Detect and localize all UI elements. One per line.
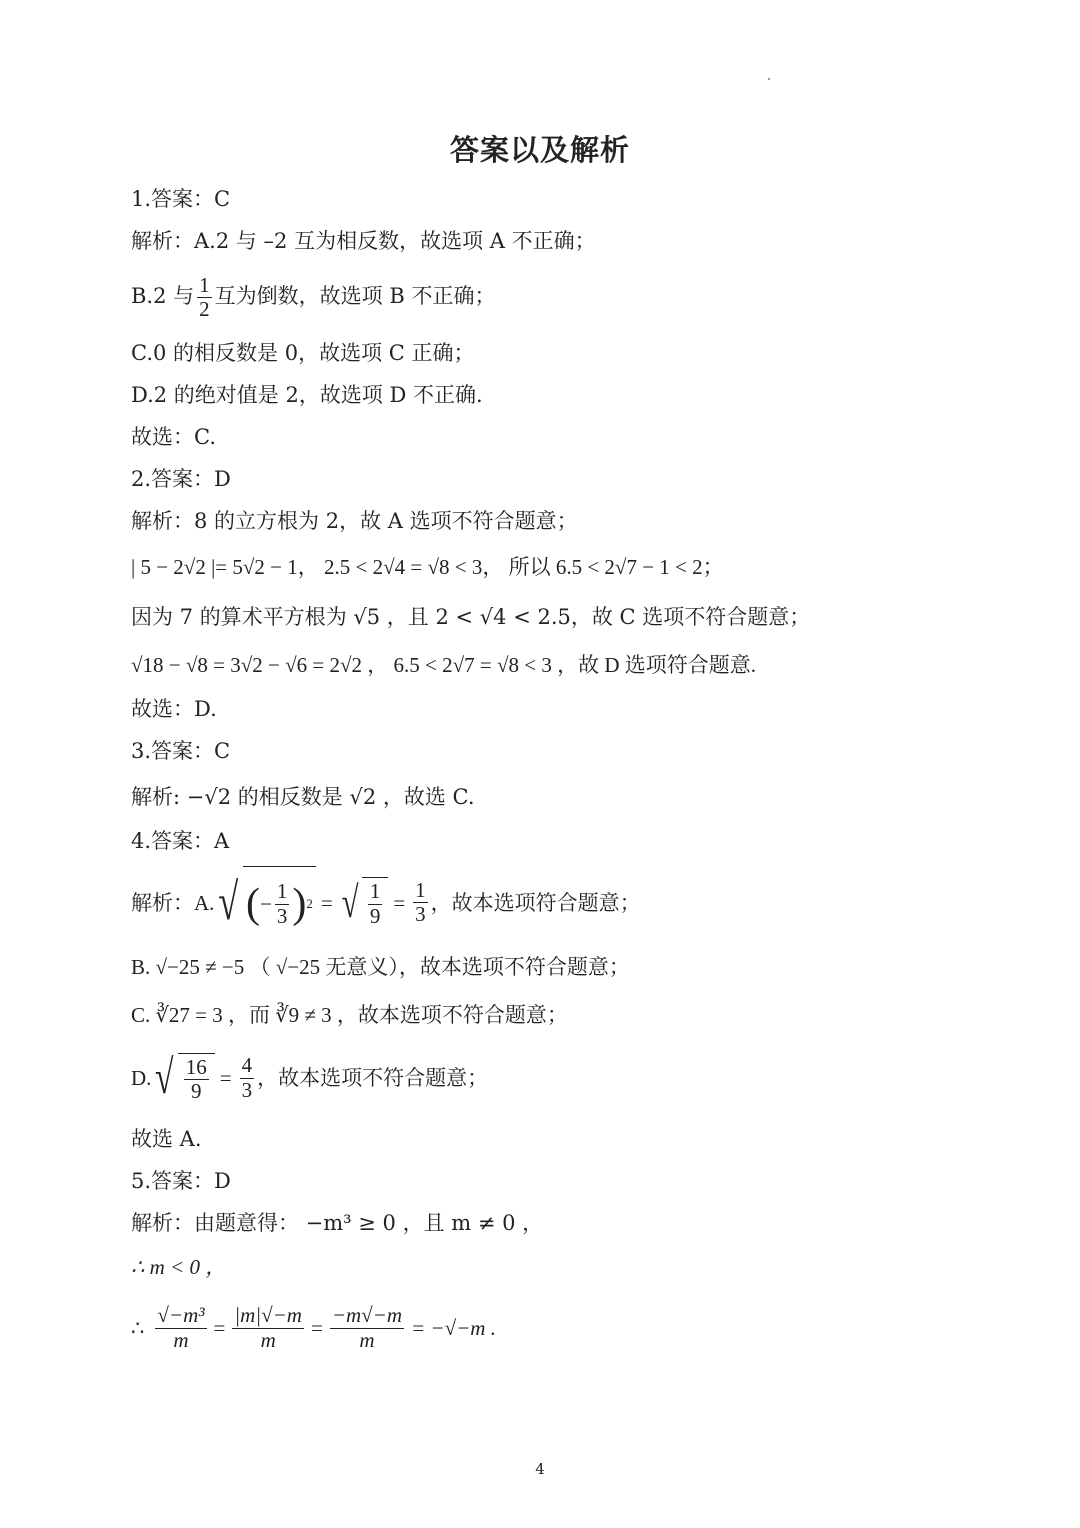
- q4-a-radical2: [338, 877, 389, 927]
- q1-b-post: 互为倒数，故选项 B 不正确；: [214, 284, 496, 308]
- page-number: 4: [535, 1460, 545, 1478]
- q2-conclusion: 故选：D.: [131, 697, 217, 721]
- q5-eq1: =: [213, 1316, 226, 1340]
- q3-line1: 解析: −√2 的相反数是 √2 ，故选 C.: [131, 785, 475, 809]
- q5-line2: ∴ m < 0 ，: [131, 1255, 227, 1279]
- q4-a-radicand: [243, 866, 316, 939]
- q4-a-eq: =: [320, 890, 333, 915]
- q4-a-exponent: 2: [306, 896, 313, 911]
- q4-a-fraction2: [368, 880, 383, 927]
- q5-fraction2: [232, 1304, 304, 1351]
- q4-explain-a: [131, 866, 641, 939]
- q4-d-eq: =: [219, 1066, 232, 1090]
- q1-b-num: 1: [199, 272, 210, 297]
- q3-answer: 3.答案：C: [131, 739, 231, 763]
- q4-a-radical: [214, 866, 315, 939]
- q4-a3-den: 3: [415, 902, 426, 926]
- q4-a-fraction: [275, 880, 290, 927]
- q4-a2-den: 9: [369, 903, 381, 928]
- q4-d-den: 9: [191, 1079, 202, 1103]
- q5-f2-num: |m|√−m: [234, 1303, 302, 1328]
- q4-d-radical: [151, 1053, 214, 1103]
- q5-f1-den: m: [173, 1327, 189, 1352]
- q4-a-pre: 解析：A.: [131, 890, 215, 915]
- q4-a3-num: 1: [415, 877, 426, 902]
- q5-f3-num: −m√−m: [331, 1303, 403, 1328]
- therefore-symbol: ∴: [131, 1316, 145, 1340]
- q4-d-post: ，故本选项不符合题意；: [257, 1066, 489, 1090]
- q4-d2-num: 4: [241, 1053, 253, 1078]
- q4-d-fraction2: [240, 1054, 255, 1101]
- q1-b-fraction: [197, 274, 212, 321]
- q4-d-num: 16: [185, 1054, 207, 1079]
- q4-a-num: 1: [276, 879, 288, 904]
- q1-b-pre: B.2 与: [131, 284, 195, 308]
- q5-f3-den: m: [359, 1327, 375, 1352]
- q4-explain-c: C. ∛27 = 3 ，而 ∛9 ≠ 3 ，故本选项不符合题意；: [131, 1003, 568, 1027]
- q4-answer: 4.答案：A: [131, 829, 230, 853]
- q1-conclusion: 故选：C.: [131, 425, 216, 449]
- q5-fraction3: [330, 1304, 404, 1351]
- q4-a-fraction3: [413, 879, 428, 926]
- page-title: 答案以及解析: [449, 133, 630, 167]
- q4-conclusion: 故选 A.: [131, 1127, 202, 1151]
- q5-f1-num: √−m³: [157, 1303, 205, 1328]
- q4-a-post: ，故本选项符合题意；: [430, 890, 641, 915]
- q4-d2-den: 3: [241, 1077, 253, 1102]
- q5-line1: 解析：由题意得： −m³ ≥ 0 ，且 m ≠ 0 ，: [131, 1211, 544, 1235]
- q1-explain-d: D.2 的绝对值是 2，故选项 D 不正确.: [131, 383, 483, 407]
- q1-explain-b: [131, 272, 495, 321]
- q4-explain-d: [131, 1046, 488, 1110]
- left-paren: (: [245, 881, 260, 927]
- q2-line3: 因为 7 的算术平方根为 √5 ，且 2 < √4 < 2.5，故 C 选项不符合题意；: [131, 605, 811, 629]
- q2-line2: | 5 − 2√2 |= 5√2 − 1， 2.5 < 2√4 = √8 < 3， 所以 6.5 < 2√7 − 1 < 2；: [131, 555, 724, 579]
- q5-line3: [131, 1296, 496, 1360]
- q4-d-fraction: [184, 1056, 209, 1103]
- q5-eq2: =: [310, 1316, 323, 1340]
- right-paren: ): [292, 881, 307, 927]
- q1-explain-c: C.0 的相反数是 0，故选项 C 正确；: [131, 341, 475, 365]
- q4-a-den: 3: [276, 903, 288, 928]
- q4-explain-b: B. √−25 ≠ −5 （ √−25 无意义），故本选项不符合题意；: [131, 955, 630, 979]
- q5-tail: = −√−m .: [411, 1316, 496, 1340]
- q4-a-radicand2: [362, 877, 389, 927]
- q2-line1: 解析：8 的立方根为 2，故 A 选项不符合题意；: [131, 509, 578, 533]
- q1-answer: 1.答案：C: [131, 187, 231, 211]
- q4-d-radicand: [178, 1053, 215, 1103]
- scan-speck: [768, 78, 770, 80]
- q4-a-eq2: =: [393, 890, 406, 915]
- q4-a2-num: 1: [369, 879, 381, 904]
- q4-a-minus: −: [259, 892, 272, 916]
- q2-answer: 2.答案：D: [131, 467, 231, 491]
- q5-answer: 5.答案：D: [131, 1169, 231, 1193]
- q2-line4: √18 − √8 = 3√2 − √6 = 2√2 ， 6.5 < 2√7 = √8 < 3 ，故 D 选项符合题意.: [131, 653, 756, 677]
- sqrt-symbol: √: [341, 877, 359, 927]
- q4-d-pre: D.: [131, 1066, 152, 1090]
- q5-fraction1: [155, 1304, 206, 1351]
- q1-explain-a: 解析：A.2 与 –2 互为相反数，故选项 A 不正确；: [131, 229, 596, 253]
- q5-f2-den: m: [260, 1327, 276, 1352]
- q1-b-den: 2: [199, 297, 210, 321]
- sqrt-symbol: √: [218, 873, 239, 931]
- sqrt-symbol: √: [155, 1051, 174, 1104]
